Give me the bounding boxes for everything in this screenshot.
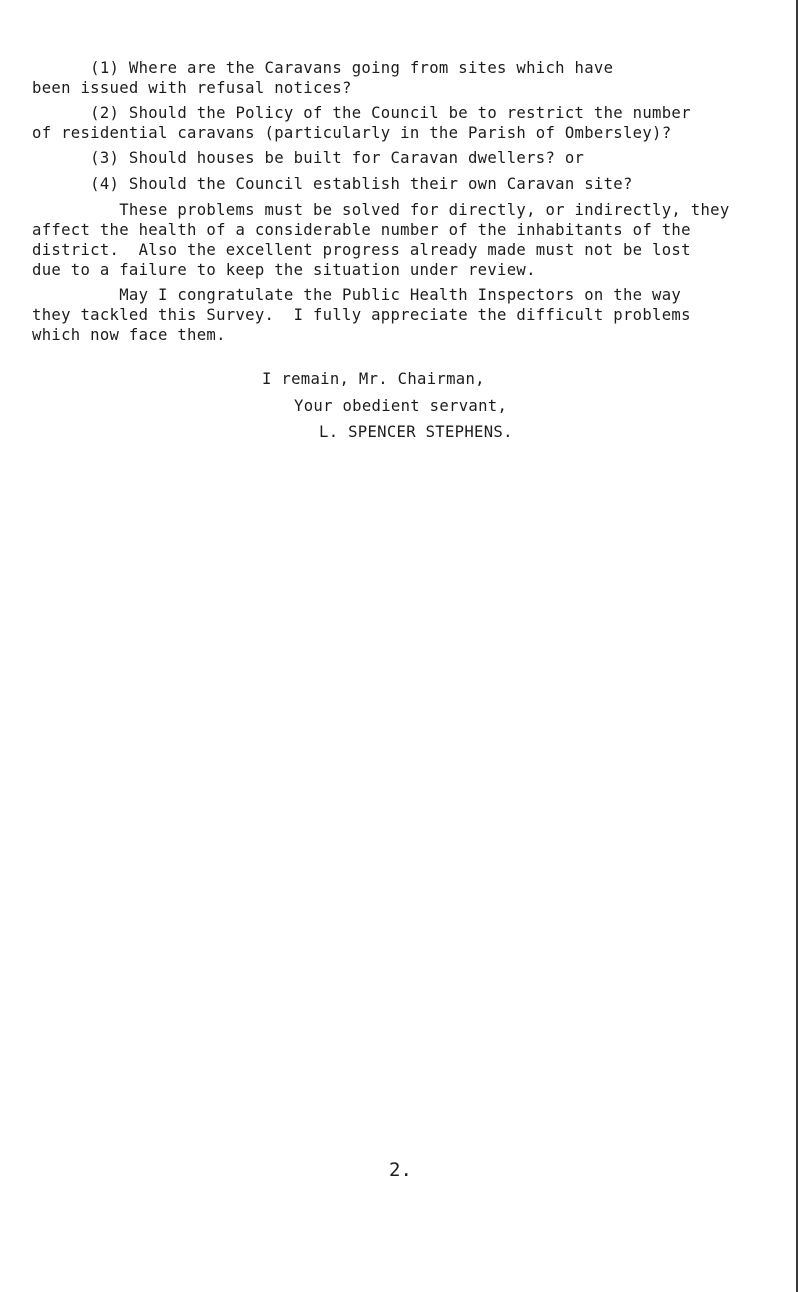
signature-name: L. SPENCER STEPHENS. [319,423,513,441]
scan-edge-line [796,0,798,1292]
congratulations-paragraph: May I congratulate the Public Health Inspectors on the way they tackled this Survey. I fully appreciate the difficult problems which now face them. [32,286,691,344]
question-1: (1) Where are the Caravans going from sites which have been issued with refusal notices? [32,59,614,97]
question-2: (2) Should the Policy of the Council be to restrict the number of residential caravans (particularly in the Parish of Ombersley)? [32,104,691,142]
problems-paragraph: These problems must be solved for directly, or indirectly, they affect the health of a considerable number of the inhabitants of the district. Also the excellent progress already made must not be lost due to a failure to keep the situation under review. [32,201,730,279]
closing-line: I remain, Mr. Chairman, [262,370,485,388]
question-4: (4) Should the Council establish their own Caravan site? [32,175,633,193]
valediction-line: Your obedient servant, [294,397,508,415]
page-number: 2. [389,1159,412,1181]
question-3: (3) Should houses be built for Caravan dwellers? or [32,149,585,167]
